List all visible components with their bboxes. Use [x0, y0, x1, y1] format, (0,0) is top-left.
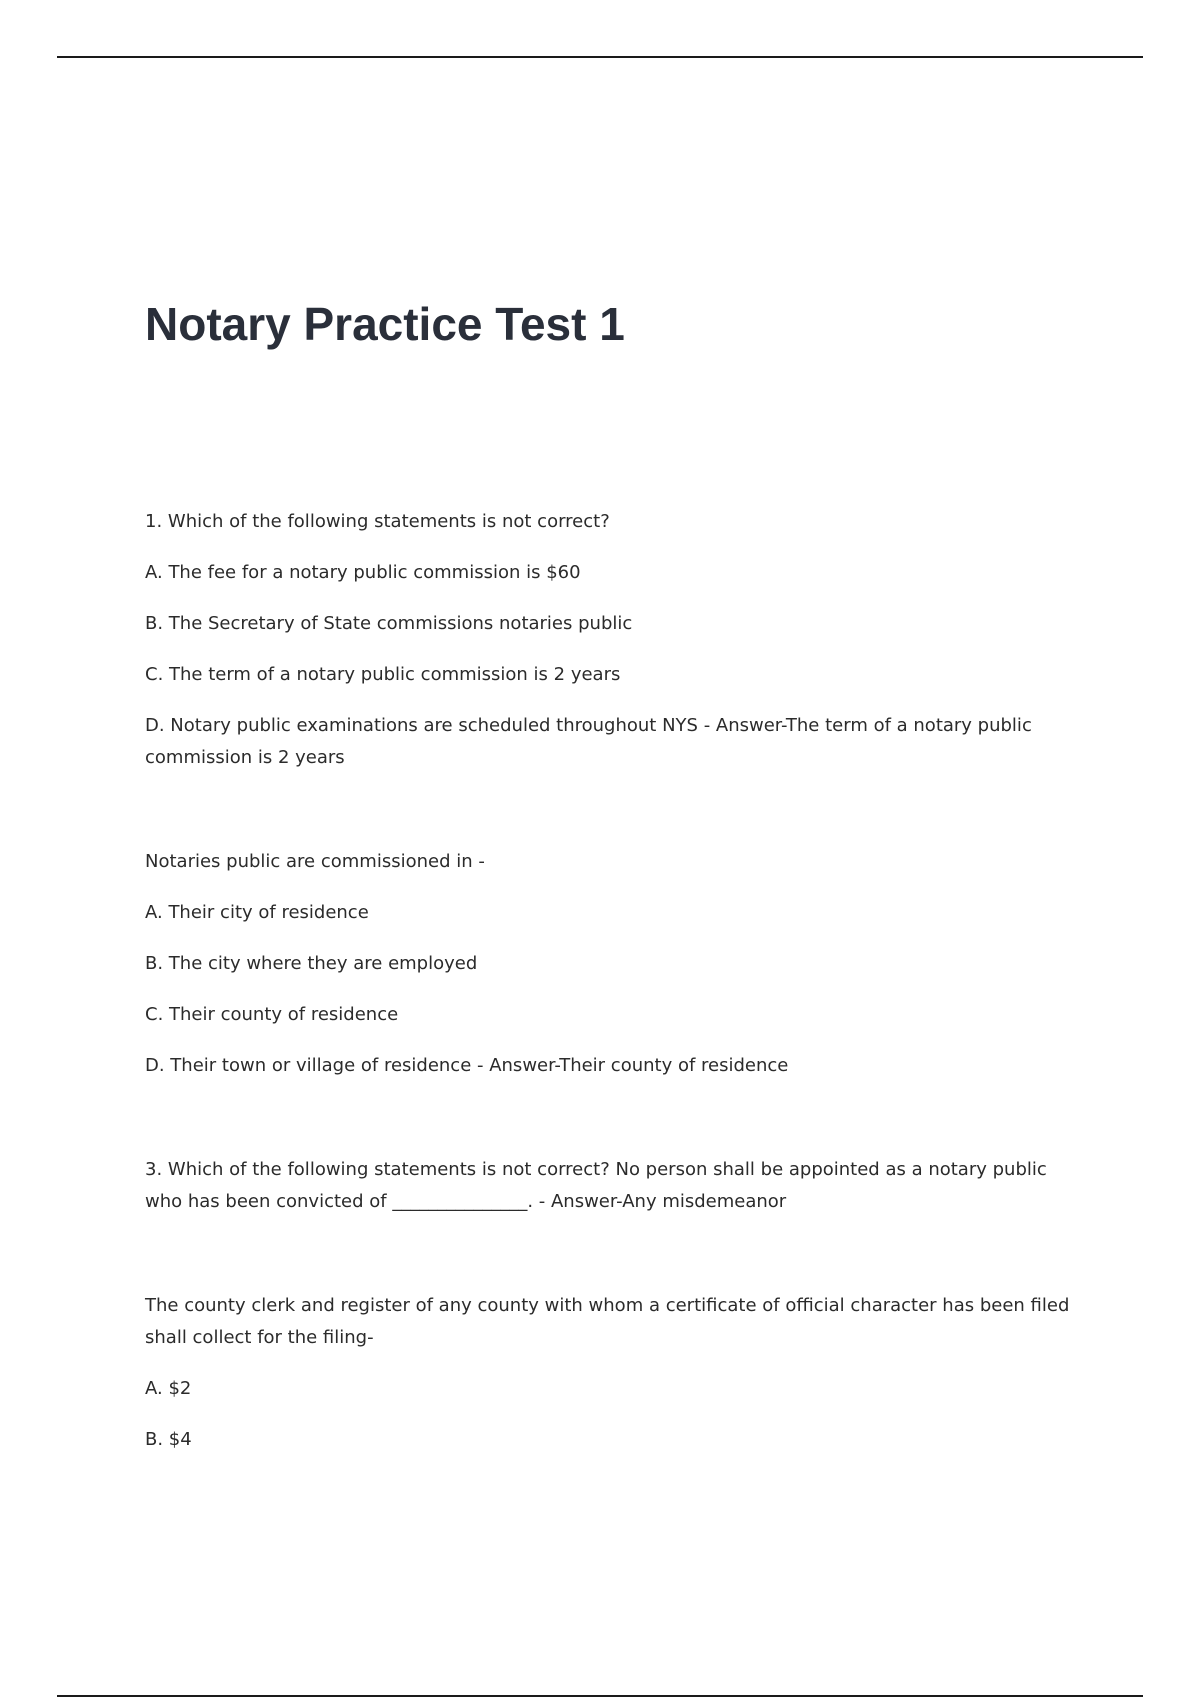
answer-option: A. The fee for a notary public commission is $60 — [145, 562, 581, 583]
document-title: Notary Practice Test 1 — [145, 298, 625, 350]
answer-option: B. The city where they are employed — [145, 953, 478, 974]
question-block — [145, 846, 1075, 1082]
answer-option: C. The term of a notary public commission is 2 years — [145, 664, 621, 685]
answer-option: D. Their town or village of residence - Answer-Their county of residence — [145, 1055, 789, 1076]
question-block — [145, 1290, 1075, 1456]
question-block — [145, 506, 1075, 774]
answer-option: A. $2 — [145, 1378, 192, 1399]
answer-option: D. Notary public examinations are scheduled throughout NYS - Answer-The term of a notary public commission is 2 years — [145, 715, 1032, 768]
question-prompt: The county clerk and register of any county with whom a certificate of official character has been filed shall collect for the filing- — [145, 1295, 1070, 1348]
question-prompt: 1. Which of the following statements is not correct? — [145, 511, 610, 532]
bottom-rule — [57, 1695, 1143, 1697]
answer-option: C. Their county of residence — [145, 1004, 399, 1025]
top-rule — [57, 56, 1143, 58]
question-list — [145, 506, 1075, 1528]
answer-option: B. The Secretary of State commissions notaries public — [145, 613, 633, 634]
question-prompt: Notaries public are commissioned in - — [145, 851, 485, 872]
answer-option: B. $4 — [145, 1429, 192, 1450]
question-prompt: 3. Which of the following statements is not correct? No person shall be appointed as a notary public who has been convicted of _______________. - Answer-Any misdemeanor — [145, 1159, 1047, 1212]
question-block — [145, 1154, 1075, 1218]
answer-option: A. Their city of residence — [145, 902, 369, 923]
